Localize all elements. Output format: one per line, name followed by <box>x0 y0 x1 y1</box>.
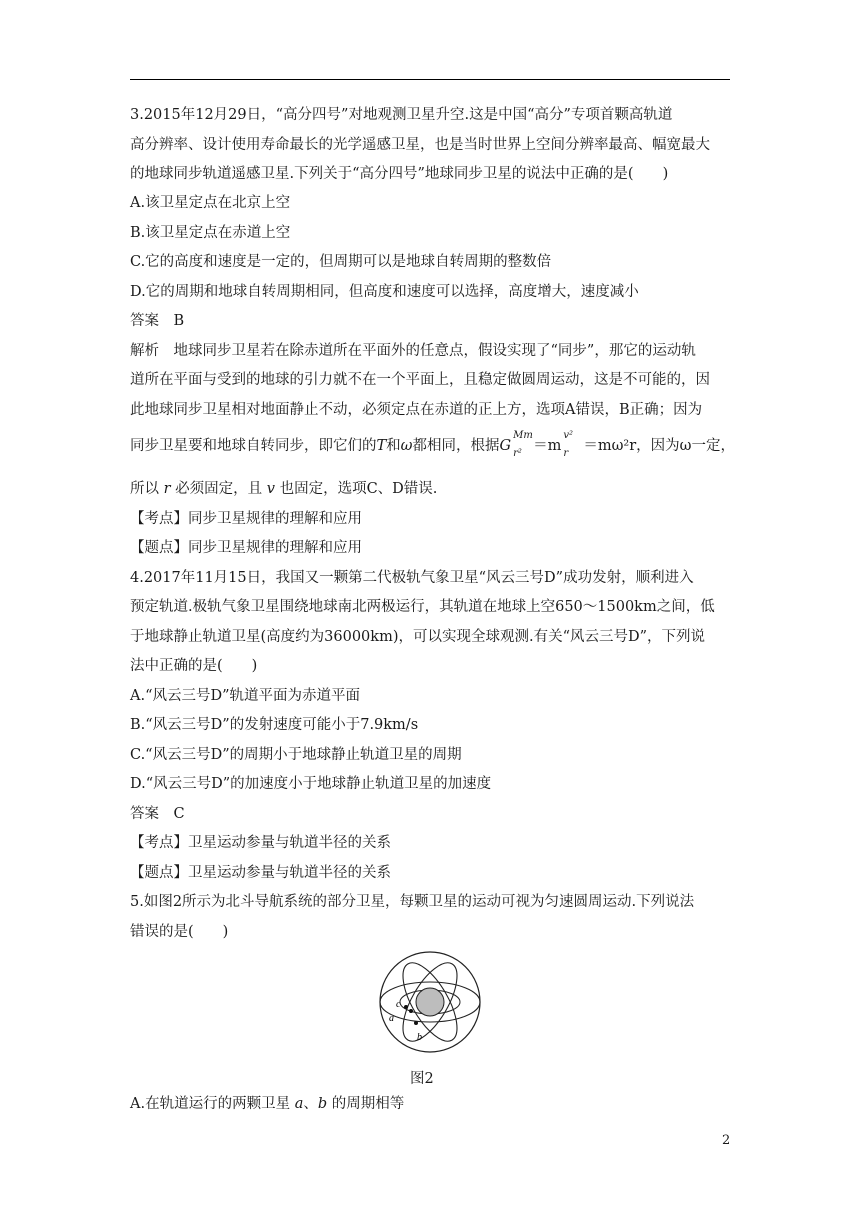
fraction-v2-r: v² r <box>563 430 574 459</box>
q3-explanation-line5: 所以 r 必须固定，且 v 也固定，选项C、D错误. <box>130 481 438 497</box>
header-rule <box>130 79 730 80</box>
q3-explanation-line2: 道所在平面与受到的地球的引力就不在一个平面上，且稳定做圆周运动，这是不可能的，因 <box>130 372 710 388</box>
q3-stem-line1: 3.2015年12月29日，“高分四号”对地观测卫星升空.这是中国“高分”专项首颗高轨道 <box>130 107 673 123</box>
fraction-mm-r2: Mm r² <box>513 430 533 459</box>
q3-explanation-line3: 此地球同步卫星相对地面静止不动，必须定点在赤道的正上方，选项A错误，B正确；因为 <box>130 402 703 418</box>
q3-option-d: D.它的周期和地球自转周期相同，但高度和速度可以选择，高度增大，速度减小 <box>130 284 639 300</box>
q3-kaodian: 【考点】同步卫星规律的理解和应用 <box>130 511 362 527</box>
label-c: c <box>396 999 401 1010</box>
q4-stem-line4: 法中正确的是( ) <box>130 658 258 674</box>
q3-explanation-line4: 同步卫星要和地球自转同步，即它们的T和ω都相同，根据G Mm r² ＝m v² r ＝mω²r，因为ω一定， <box>130 430 735 459</box>
q4-option-c: C.“风云三号D”的周期小于地球静止轨道卫星的周期 <box>130 747 462 763</box>
q4-stem-line2: 预定轨道.极轨气象卫星围绕地球南北两极运行，其轨道在地球上空650～1500km之间，低 <box>130 599 715 615</box>
figure-caption: 图2 <box>410 1071 434 1087</box>
q3-stem-line3: 的地球同步轨道遥感卫星.下列关于“高分四号”地球同步卫星的说法中正确的是( ) <box>130 166 669 182</box>
q3-option-a: A.该卫星定点在北京上空 <box>130 195 291 211</box>
q3-answer: 答案 B <box>130 313 185 329</box>
q3-option-c: C.它的高度和速度是一定的，但周期可以是地球自转周期的整数倍 <box>130 254 552 270</box>
q3-tidian: 【题点】同步卫星规律的理解和应用 <box>130 540 362 556</box>
q4-option-a: A.“风云三号D”轨道平面为赤道平面 <box>130 688 361 704</box>
q5-stem-line1: 5.如图2所示为北斗导航系统的部分卫星，每颗卫星的运动可视为匀速圆周运动.下列说法 <box>130 894 695 910</box>
earth <box>416 988 444 1016</box>
q5-option-a: A.在轨道运行的两颗卫星 a、b 的周期相等 <box>130 1096 405 1112</box>
q3-option-b: B.该卫星定点在赤道上空 <box>130 225 291 241</box>
satellite-b-dot <box>414 1021 418 1025</box>
label-b: b <box>417 1032 422 1043</box>
q4-answer: 答案 C <box>130 806 185 822</box>
q3-stem-line2: 高分辨率、设计使用寿命最长的光学遥感卫星，也是当时世界上空间分辨率最高、幅宽最大 <box>130 137 710 153</box>
page-number: 2 <box>722 1133 731 1148</box>
label-a: a <box>389 1013 394 1024</box>
q4-option-d: D.“风云三号D”的加速度小于地球静止轨道卫星的加速度 <box>130 776 492 792</box>
q5-stem-line2: 错误的是( ) <box>130 924 229 940</box>
q4-option-b: B.“风云三号D”的发射速度可能小于7.9km/s <box>130 717 419 733</box>
q4-tidian: 【题点】卫星运动参量与轨道半径的关系 <box>130 865 391 881</box>
satellite-orbit-figure <box>378 950 482 1054</box>
q3-explanation-line1: 解析 地球同步卫星若在除赤道所在平面外的任意点，假设实现了“同步”，那它的运动轨 <box>130 343 696 359</box>
q4-stem-line3: 于地球静止轨道卫星(高度约为36000km)，可以实现全球观测.有关“风云三号D”，下列说 <box>130 629 706 645</box>
satellite-c-dot <box>404 1005 408 1009</box>
q4-stem-line1: 4.2017年11月15日，我国又一颗第二代极轨气象卫星“风云三号D”成功发射，顺利进入 <box>130 570 694 586</box>
q4-kaodian: 【考点】卫星运动参量与轨道半径的关系 <box>130 835 391 851</box>
satellite-a-dot <box>409 1009 413 1013</box>
